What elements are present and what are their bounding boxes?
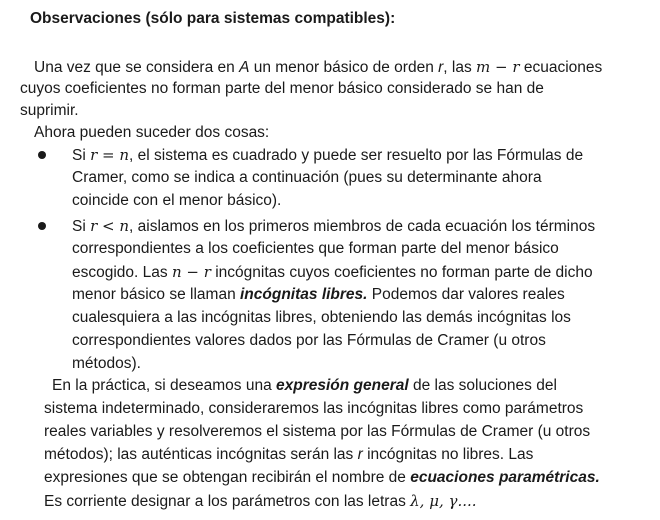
paragraph-3-line-5: expresiones que se obtengan recibirán el nombre de ecuaciones paramétricas. bbox=[44, 469, 600, 486]
bullet-1-line-3: coincide con el menor básico). bbox=[72, 192, 282, 209]
bullet-icon bbox=[38, 222, 46, 230]
bullet-2-line-2: correspondientes a los coeficientes que forman parte del menor básico bbox=[72, 240, 559, 257]
paragraph-1-line-3: suprimir. bbox=[20, 102, 79, 119]
math-r-less-n: r < n bbox=[90, 217, 130, 235]
bullet-2-line-6: correspondientes valores dados por las Fórmulas de Cramer (u otros bbox=[72, 332, 546, 349]
bullet-2-line-7: métodos). bbox=[72, 355, 141, 372]
bullet-1-line-1: Si r = n, el sistema es cuadrado y puede ser resuelto por las Fórmulas de bbox=[72, 146, 584, 164]
heading: Observaciones (sólo para sistemas compatibles): bbox=[30, 10, 396, 27]
term-expresion-general: expresión general bbox=[276, 377, 409, 394]
math-n-minus-r: n − r bbox=[171, 263, 211, 281]
paragraph-1-line-1: Una vez que se considera en A un menor básico de orden r, las m − r ecuaciones bbox=[34, 58, 603, 76]
bullet-1-line-2: Cramer, como se indica a continuación (pues su determinante ahora bbox=[72, 169, 542, 186]
bullet-icon bbox=[38, 151, 46, 159]
paragraph-3-line-6: Es corriente designar a los parámetros con las letras λ, μ, γ.... bbox=[44, 492, 477, 510]
bullet-2-line-3: escogido. Las n − r incógnitas cuyos coeficientes no forman parte de dicho bbox=[72, 263, 593, 281]
math-greek-letters: λ, μ, γ.... bbox=[410, 492, 477, 510]
math-r-equals-n: r = n bbox=[90, 146, 130, 164]
paragraph-3-line-2: sistema indeterminado, consideraremos las incógnitas libres como parámetros bbox=[44, 400, 584, 417]
bullet-2-line-5: cualesquiera a las incógnitas libres, obteniendo las demás incógnitas los bbox=[72, 309, 571, 326]
term-ecuaciones-parametricas: ecuaciones paramétricas. bbox=[410, 469, 600, 486]
bullet-2-line-1: Si r < n, aislamos en los primeros miembros de cada ecuación los términos bbox=[72, 217, 596, 235]
math-m-minus-r: m − r bbox=[476, 58, 520, 76]
bullet-2-line-4: menor básico se llaman incógnitas libres. Podemos dar valores reales bbox=[72, 286, 565, 303]
term-incognitas-libres: incógnitas libres. bbox=[240, 286, 368, 303]
paragraph-1-line-2: cuyos coeficientes no forman parte del menor básico considerado se han de bbox=[20, 80, 544, 97]
paragraph-2: Ahora pueden suceder dos cosas: bbox=[34, 124, 270, 141]
paragraph-3-line-1: En la práctica, si deseamos una expresión general de las soluciones del bbox=[52, 377, 557, 394]
paragraph-3-line-3: reales variables y resolveremos el sistema por las Fórmulas de Cramer (u otros bbox=[44, 423, 591, 440]
paragraph-3-line-4: métodos); las auténticas incógnitas serán las r incógnitas no libres. Las bbox=[44, 446, 534, 463]
